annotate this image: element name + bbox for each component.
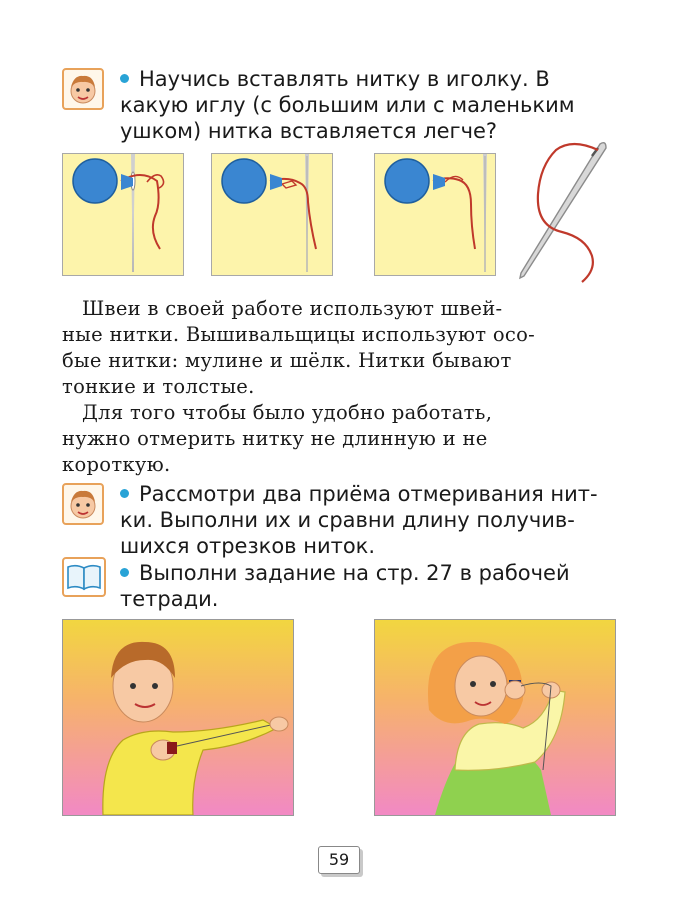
bullet-icon <box>120 568 129 577</box>
bullet-icon <box>120 489 129 498</box>
boy-illustration <box>62 619 294 816</box>
threaded-needle-icon <box>512 136 610 284</box>
paragraph-measure: Для того чтобы было удобно работать, нужно отмерить нитку не длинную и не короткую. <box>62 401 493 476</box>
girl-illustration <box>374 619 616 816</box>
child-face-icon <box>62 483 104 525</box>
paragraph-threads: Швеи в своей работе используют швей- ные нитки. Вышивальщицы используют осо- бые нитки: мулине и шёлк. Нитки бывают тонкие и толстые. <box>62 297 536 398</box>
bullet-icon <box>120 74 129 83</box>
task-3-instructions: Выполни задание на стр. 27 в рабочей тетради. <box>120 561 570 611</box>
needle-medium-eye-icon <box>374 153 496 276</box>
page-number: 59 <box>318 846 360 874</box>
task-1-instructions: Научись вставлять нитку в иголку. В какую иглу (с большим или с маленьким ушком) нитка вставляется легче? <box>120 67 575 143</box>
needle-small-eye-icon <box>211 153 333 276</box>
open-book-icon <box>62 557 106 597</box>
child-face-icon <box>62 68 104 110</box>
task-2-instructions: Рассмотри два приёма отмеривания нит- ки. Выполни их и сравни длину получив- шихся отрезков ниток. <box>120 482 598 558</box>
needle-large-eye-icon <box>62 153 184 276</box>
